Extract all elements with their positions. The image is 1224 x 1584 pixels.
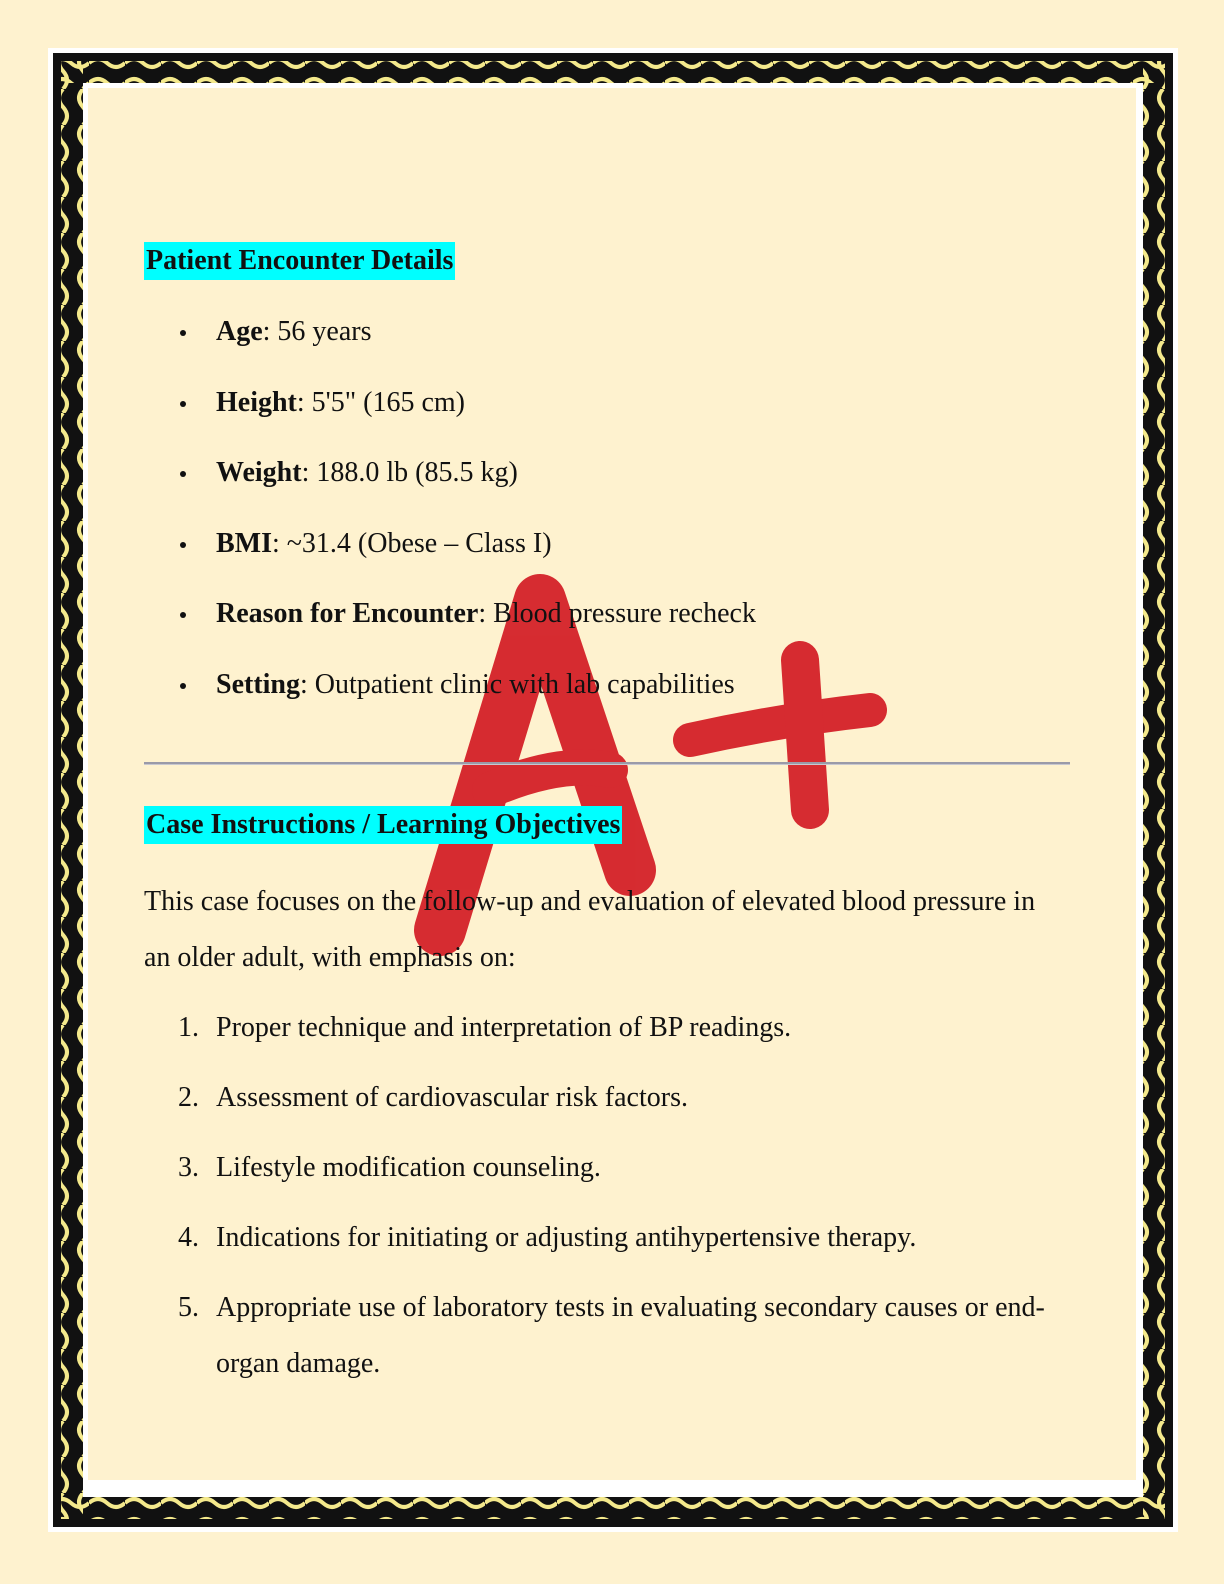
item-value: : 188.0 lb (85.5 kg) <box>301 457 518 488</box>
instructions-intro: This case focuses on the follow-up and evaluation of elevated blood pressure in an older adult, with emphasis on: <box>144 886 1036 973</box>
item-label: Age <box>216 316 263 347</box>
list-item <box>144 453 1084 524</box>
encounter-details-list <box>144 312 1084 735</box>
item-value: : ~31.4 (Obese – Class I) <box>272 527 552 559</box>
item-label: Reason for Encounter <box>216 598 479 629</box>
list-item <box>144 383 1084 454</box>
list-item <box>144 1140 1074 1196</box>
item-label: BMI <box>216 527 272 559</box>
item-number: 5. <box>178 1292 199 1323</box>
bullet-icon <box>180 330 186 336</box>
item-value: : Blood pressure recheck <box>478 598 756 629</box>
item-number: 3. <box>178 1152 199 1183</box>
encounter-heading: Patient Encounter Details <box>144 242 455 280</box>
list-item <box>144 524 1084 595</box>
instructions-heading: Case Instructions / Learning Objectives <box>144 806 622 844</box>
item-text: Proper technique and interpretation of BP readings. <box>216 1012 792 1043</box>
list-item <box>144 1000 1074 1056</box>
list-item <box>144 594 1084 665</box>
objectives-list <box>144 1000 1074 1406</box>
item-label: Weight <box>216 457 302 488</box>
item-number: 4. <box>178 1222 199 1253</box>
item-text: Appropriate use of laboratory tests in evaluating secondary causes or end-organ damage. <box>216 1292 1045 1379</box>
list-item <box>144 1210 1074 1266</box>
item-text: Assessment of cardiovascular risk factors. <box>216 1082 688 1113</box>
item-label: Setting <box>216 668 300 700</box>
list-item <box>144 1280 1074 1392</box>
list-item <box>144 312 1084 383</box>
bullet-icon <box>180 471 186 477</box>
item-number: 2. <box>178 1082 199 1113</box>
item-text: Lifestyle modification counseling. <box>216 1152 601 1183</box>
bullet-icon <box>180 542 186 548</box>
bullet-icon <box>180 401 186 407</box>
section-divider <box>144 762 1070 765</box>
item-number: 1. <box>178 1012 199 1043</box>
bullet-icon <box>180 683 186 689</box>
item-value: : 5'5" (165 cm) <box>296 386 465 418</box>
item-text: Indications for initiating or adjusting antihypertensive therapy. <box>216 1222 917 1253</box>
list-item <box>144 1070 1074 1126</box>
item-value: : Outpatient clinic with lab capabilities <box>300 668 735 700</box>
bullet-icon <box>180 612 186 618</box>
item-value: : 56 years <box>262 316 372 347</box>
list-item <box>144 665 1084 736</box>
item-label: Height <box>216 386 297 418</box>
